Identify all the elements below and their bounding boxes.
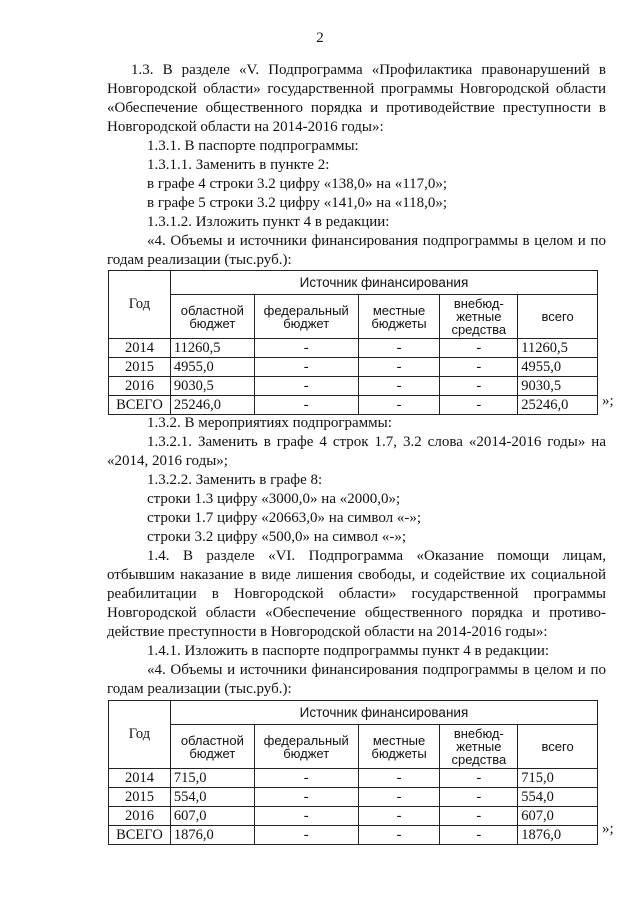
text-line: отбывшим наказание в виде лишения свободы, и содействие их социальной	[107, 567, 606, 583]
year-cell: ВСЕГО	[109, 396, 171, 415]
local-cell: -	[358, 396, 440, 415]
text-line: «4. Объемы и источники финансирования подпрограммы в целом и по	[147, 233, 606, 249]
local-cell: -	[358, 807, 440, 826]
local-header: местные бюджеты	[358, 725, 440, 769]
federal-cell: -	[254, 377, 358, 396]
text-line: 1.3.1.2. Изложить пункт 4 в редакции:	[147, 214, 390, 230]
table-tail: »;	[602, 821, 614, 837]
table-row	[109, 339, 598, 358]
table-row	[109, 358, 598, 377]
page-number: 2	[316, 30, 324, 46]
regional-cell: 25246,0	[170, 396, 254, 415]
text-line: «2014, 2016 годы»;	[107, 453, 228, 469]
text-line: годам реализации (тыс.руб.):	[107, 681, 292, 697]
text-line: 1.3.2. В мероприятиях подпрограммы:	[147, 415, 392, 431]
text-line: Новгородской области на 2014-2016 годы»:	[107, 119, 384, 135]
financing-table-1	[108, 270, 598, 415]
local-cell: -	[358, 339, 440, 358]
text-line: реабилитации в Новгородской области» государственной программы	[107, 586, 606, 602]
text-line: 1.3.1.1. Заменить в пункте 2:	[147, 157, 330, 173]
offbudget-cell: -	[440, 358, 518, 377]
text-line: действие преступности в Новгородской области на 2014-2016 годы»:	[107, 624, 548, 640]
regional-cell: 1876,0	[170, 826, 254, 845]
offbudget-header: внебюд- жетные средства	[440, 295, 518, 339]
local-cell: -	[358, 377, 440, 396]
year-header: Год	[109, 271, 171, 339]
total-cell: 554,0	[518, 788, 598, 807]
total-cell: 11260,5	[518, 339, 598, 358]
regional-cell: 4955,0	[170, 358, 254, 377]
regional-header: областной бюджет	[170, 295, 254, 339]
local-cell: -	[358, 358, 440, 377]
financing-table-2	[108, 700, 598, 845]
local-header: местные бюджеты	[358, 295, 440, 339]
table-row	[109, 769, 598, 788]
offbudget-cell: -	[440, 826, 518, 845]
text-line: 1.3. В разделе «V. Подпрограмма «Профилактика правонарушений в	[131, 62, 606, 78]
table-row	[109, 396, 598, 415]
text-line: 1.4. В разделе «VI. Подпрограмма «Оказание помощи лицам,	[147, 548, 606, 564]
text-line: 1.3.2.2. Заменить в графе 8:	[147, 472, 323, 488]
text-line: «Обеспечение общественного порядка и противодействие преступности в	[107, 100, 606, 116]
table-row	[109, 788, 598, 807]
local-cell: -	[358, 769, 440, 788]
regional-cell: 9030,5	[170, 377, 254, 396]
source-header: Источник финансирования	[170, 701, 597, 725]
regional-cell: 607,0	[170, 807, 254, 826]
total-cell: 4955,0	[518, 358, 598, 377]
text-line: в графе 5 строки 3.2 цифру «141,0» на «118,0»;	[147, 195, 448, 211]
offbudget-cell: -	[440, 788, 518, 807]
text-line: в графе 4 строки 3.2 цифру «138,0» на «117,0»;	[147, 176, 448, 192]
year-cell: 2015	[109, 788, 171, 807]
federal-header: федеральный бюджет	[254, 725, 358, 769]
text-line: «4. Объемы и источники финансирования подпрограммы в целом и по	[147, 662, 606, 678]
offbudget-cell: -	[440, 396, 518, 415]
federal-cell: -	[254, 358, 358, 377]
text-line: строки 1.7 цифру «20663,0» на символ «-»;	[147, 510, 422, 526]
text-line: 1.3.2.1. Заменить в графе 4 строк 1.7, 3.2 слова «2014-2016 годы» на	[147, 434, 606, 450]
federal-cell: -	[254, 826, 358, 845]
offbudget-header: внебюд- жетные средства	[440, 725, 518, 769]
regional-cell: 715,0	[170, 769, 254, 788]
text-line: годам реализации (тыс.руб.):	[107, 252, 292, 268]
year-cell: 2016	[109, 377, 171, 396]
total-cell: 1876,0	[518, 826, 598, 845]
total-header: всего	[518, 295, 598, 339]
text-line: Новгородской области «Обеспечение общественного порядка и противо-	[107, 605, 606, 621]
total-cell: 607,0	[518, 807, 598, 826]
offbudget-cell: -	[440, 339, 518, 358]
year-cell: 2015	[109, 358, 171, 377]
year-cell: 2014	[109, 769, 171, 788]
year-cell: 2016	[109, 807, 171, 826]
table-row	[109, 377, 598, 396]
federal-header: федеральный бюджет	[254, 295, 358, 339]
text-line: строки 3.2 цифру «500,0» на символ «-»;	[147, 529, 407, 545]
federal-cell: -	[254, 339, 358, 358]
regional-header: областной бюджет	[170, 725, 254, 769]
offbudget-cell: -	[440, 769, 518, 788]
table-tail: »;	[602, 393, 614, 409]
source-header: Источник финансирования	[170, 271, 597, 295]
table-row	[109, 807, 598, 826]
local-cell: -	[358, 788, 440, 807]
year-cell: 2014	[109, 339, 171, 358]
text-line: 1.3.1. В паспорте подпрограммы:	[147, 138, 359, 154]
year-header: Год	[109, 701, 171, 769]
total-cell: 25246,0	[518, 396, 598, 415]
text-line: строки 1.3 цифру «3000,0» на «2000,0»;	[147, 491, 401, 507]
regional-cell: 11260,5	[170, 339, 254, 358]
federal-cell: -	[254, 396, 358, 415]
federal-cell: -	[254, 807, 358, 826]
federal-cell: -	[254, 788, 358, 807]
total-header: всего	[518, 725, 598, 769]
text-line: 1.4.1. Изложить в паспорте подпрограммы пункт 4 в редакции:	[147, 643, 550, 659]
federal-cell: -	[254, 769, 358, 788]
local-cell: -	[358, 826, 440, 845]
text-line: Новгородской области» государственной программы Новгородской области	[107, 81, 606, 97]
offbudget-cell: -	[440, 807, 518, 826]
table-row	[109, 826, 598, 845]
regional-cell: 554,0	[170, 788, 254, 807]
year-cell: ВСЕГО	[109, 826, 171, 845]
offbudget-cell: -	[440, 377, 518, 396]
total-cell: 9030,5	[518, 377, 598, 396]
total-cell: 715,0	[518, 769, 598, 788]
